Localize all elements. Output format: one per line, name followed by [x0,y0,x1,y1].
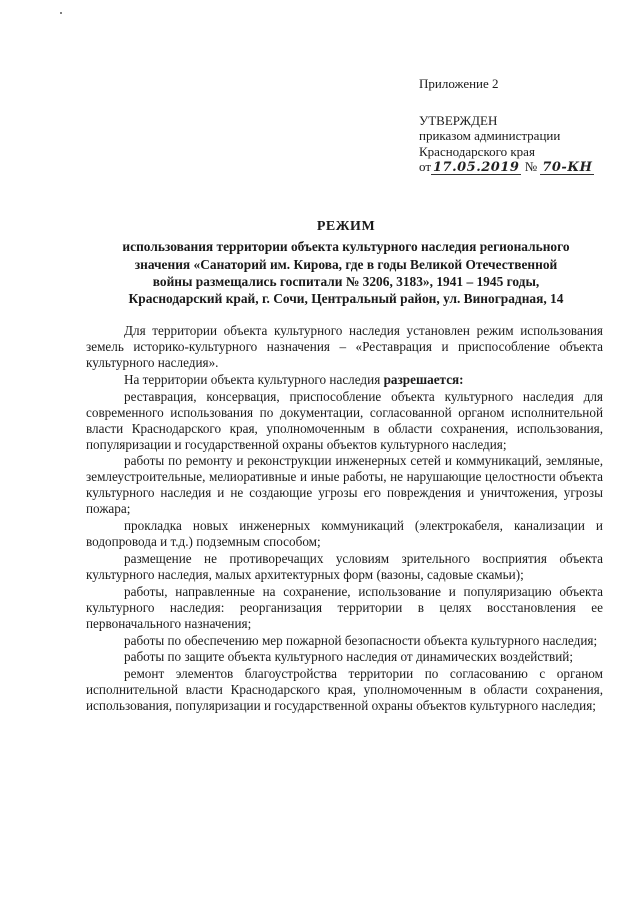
permitted-prefix: На территории объекта культурного наследия [124,371,381,387]
annex-label: Приложение 2 [419,76,499,91]
title-line-3: войны размещались госпитали № 3206, 3183», 1941 – 1945 годы, [152,273,540,289]
list-item: размещение не противоречащих условиям зрительного восприятия объекта культурного наследия, малых архитектурных форм (вазоны, садовые скамьи); [86,550,603,582]
approval-date-number-line [419,159,619,175]
approval-stamp-block [419,76,619,175]
handwritten-date: 17.05.2019 [433,160,520,175]
permitted-keyword: разрешается: [383,371,464,387]
date-prefix: от [419,159,432,174]
handwritten-order-number: 70-КН [542,160,593,175]
title-line-2: значения «Санаторий им. Кирова, где в годы Великой Отечественной [134,256,558,272]
list-item: реставрация, консервация, приспособление объекта культурного наследия для современного использования по документации, согласованной органом исполнительной власти Краснодарского края, уполномоченным в области сохранения, использования, популяризации и государственной охраны объектов культурного наследия; [86,388,603,452]
list-item: работы, направленные на сохранение, использование и популяризацию объекта культурного наследия: реорганизация территории в целях восстановления ее первоначального назначения; [86,583,603,631]
scan-speck [60,12,62,14]
document-heading: РЕЖИМ [316,219,376,234]
title-line-4: Краснодарский край, г. Сочи, Центральный район, ул. Виноградная, 14 [128,291,564,307]
list-item: работы по защите объекта культурного наследия от динамических воздействий; [124,649,573,665]
list-item: прокладка новых инженерных коммуникаций (электрокабеля, канализации и водопровода и т.д.) подземным способом; [86,518,603,550]
list-item: ремонт элементов благоустройства территории по согласованию с органом исполнительной власти Краснодарского края, уполномоченным в области сохранения, использования, популяризации и государственной охраны объектов культурного наследия; [86,666,603,714]
approved-label: УТВЕРЖДЕН [419,112,498,128]
list-item: работы по ремонту и реконструкции инженерных сетей и коммуникаций, земляные, землеустроительные, мелиоративные и иные работы, не нарушающие целостности объекта культурного наследия и не создающие угрозы его повреждения и уничтожения, угрозы пожара; [86,453,603,517]
intro-paragraph: Для территории объекта культурного наследия установлен режим использования земель историко-культурного назначения – «Реставрация и приспособление объекта культурного наследия». [86,323,603,370]
approval-authority-line2: Краснодарского края [419,143,535,159]
document-title-block [92,218,600,307]
document-body [86,323,603,715]
number-prefix: № [524,159,538,174]
list-item: работы по обеспечению мер пожарной безопасности объекта культурного наследия; [124,632,598,648]
permitted-heading-paragraph [86,372,603,388]
title-line-1: использования территории объекта культурного наследия регионального [122,239,570,255]
approval-authority-line1: приказом администрации [419,128,561,143]
